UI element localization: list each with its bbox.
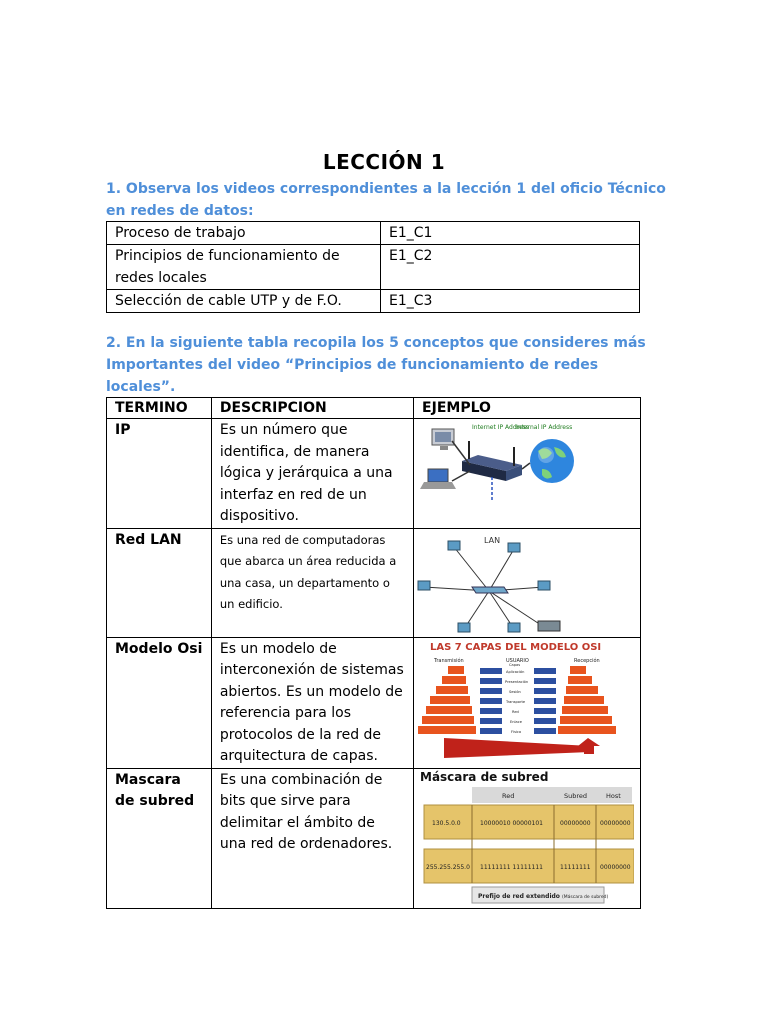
- example-cell: [414, 768, 641, 908]
- mask-r1-c3: 00000000: [560, 819, 591, 827]
- term-cell: IP: [107, 419, 212, 529]
- osi-banner: LAS 7 CAPAS DEL MODELO OSI: [430, 641, 602, 653]
- svg-text:Sesión: Sesión: [509, 689, 521, 694]
- description-cell: Es una combinación de bits que sirve para delimitar el ámbito de una red de ordenadores.: [211, 768, 413, 908]
- mask-col-subred: Subred: [564, 791, 588, 800]
- header-termino: TERMINO: [107, 398, 212, 419]
- svg-text:Capas: Capas: [509, 662, 521, 667]
- video-code: E1_C2: [381, 245, 640, 290]
- page-title: LECCIÓN 1: [322, 150, 446, 174]
- ip-label-2: Internal IP Address: [516, 424, 573, 431]
- svg-text:Física: Física: [511, 729, 522, 734]
- description-cell: Es un número que identifica, de manera lógica y jerárquica a una interfaz en red de un dispositivo.: [211, 419, 413, 529]
- table-row: [107, 290, 640, 313]
- osi-red-arrow: [444, 738, 600, 758]
- description-cell: Es un modelo de interconexión de sistemas abiertos. Es un modelo de referencia para los protocolos de la red de arquitectura de capas.: [211, 637, 413, 768]
- example-cell: [414, 637, 641, 768]
- example-cell: [414, 419, 641, 529]
- mask-r2-c2: 11111111 11111111: [480, 863, 544, 871]
- lan-label: LAN: [484, 535, 501, 545]
- mask-r1-c1: 130.5.0.0: [432, 819, 461, 827]
- mask-r2-c1: 255.255.255.0: [426, 863, 470, 871]
- osi-layers-illustration: [414, 638, 624, 766]
- instruction-2: 2. En la siguiente tabla recopila los 5 conceptos que consideres más Importantes del video “Principios de funcionamiento de redes locales”.: [106, 335, 646, 395]
- svg-text:Presentación: Presentación: [505, 679, 529, 684]
- osi-center-label: USUARIO: [506, 657, 529, 664]
- video-code: E1_C3: [381, 290, 640, 313]
- ip-label-1: Internet IP Address: [472, 424, 529, 431]
- term-cell: Red LAN: [107, 528, 212, 637]
- table-row: [107, 222, 640, 245]
- instruction-1: 1. Observa los videos correspondientes a la lección 1 del oficio Técnico en redes de datos:: [106, 181, 666, 219]
- osi-left-stair: [418, 666, 476, 734]
- globe-icon: [530, 439, 574, 483]
- svg-text:Enlace: Enlace: [510, 719, 522, 724]
- mask-r2-c3: 11111111: [560, 863, 591, 871]
- mask-col-red: Red: [502, 791, 515, 800]
- mask-footer: Prefijo de red extendido (Máscara de subred): [478, 892, 609, 900]
- header-descripcion: DESCRIPCION: [211, 398, 413, 419]
- subnet-mask-illustration: [414, 769, 634, 907]
- mask-title: Máscara de subred: [420, 769, 549, 784]
- table-row: [107, 245, 640, 290]
- table-row: [107, 419, 641, 529]
- switch-icon: [472, 587, 508, 593]
- video-code: E1_C1: [381, 222, 640, 245]
- svg-text:Red: Red: [512, 709, 519, 714]
- mask-r1-c4: 00000000: [600, 819, 631, 827]
- printer-icon: [538, 621, 560, 631]
- video-name: Principios de funcionamiento de redes locales: [107, 245, 381, 290]
- header-ejemplo: EJEMPLO: [414, 398, 641, 419]
- mask-r1-c2: 10000010 00000101: [480, 819, 544, 827]
- mask-col-host: Host: [606, 791, 621, 800]
- video-name: Selección de cable UTP y de F.O.: [107, 290, 381, 313]
- concepts-table: [106, 397, 641, 909]
- table-header-row: [107, 398, 641, 419]
- table-row: [107, 768, 641, 908]
- example-cell: [414, 528, 641, 637]
- osi-right-stair: [558, 666, 616, 734]
- svg-text:Aplicación: Aplicación: [506, 669, 525, 674]
- osi-right-label: Recepción: [574, 657, 600, 664]
- term-cell: Mascara de subred: [107, 768, 212, 908]
- svg-text:Transporte: Transporte: [506, 699, 526, 704]
- term-cell: Modelo Osi: [107, 637, 212, 768]
- ip-network-illustration: [414, 419, 624, 527]
- osi-left-label: Transmisión: [434, 657, 464, 664]
- videos-table: [106, 221, 640, 313]
- lan-diagram: [414, 529, 624, 637]
- table-row: [107, 637, 641, 768]
- mask-r2-c4: 00000000: [600, 863, 631, 871]
- video-name: Proceso de trabajo: [107, 222, 381, 245]
- osi-layer-names: [505, 663, 528, 734]
- table-row: [107, 528, 641, 637]
- description-cell: Es una red de computadoras que abarca un área reducida a una casa, un departamento o un edificio.: [211, 528, 413, 637]
